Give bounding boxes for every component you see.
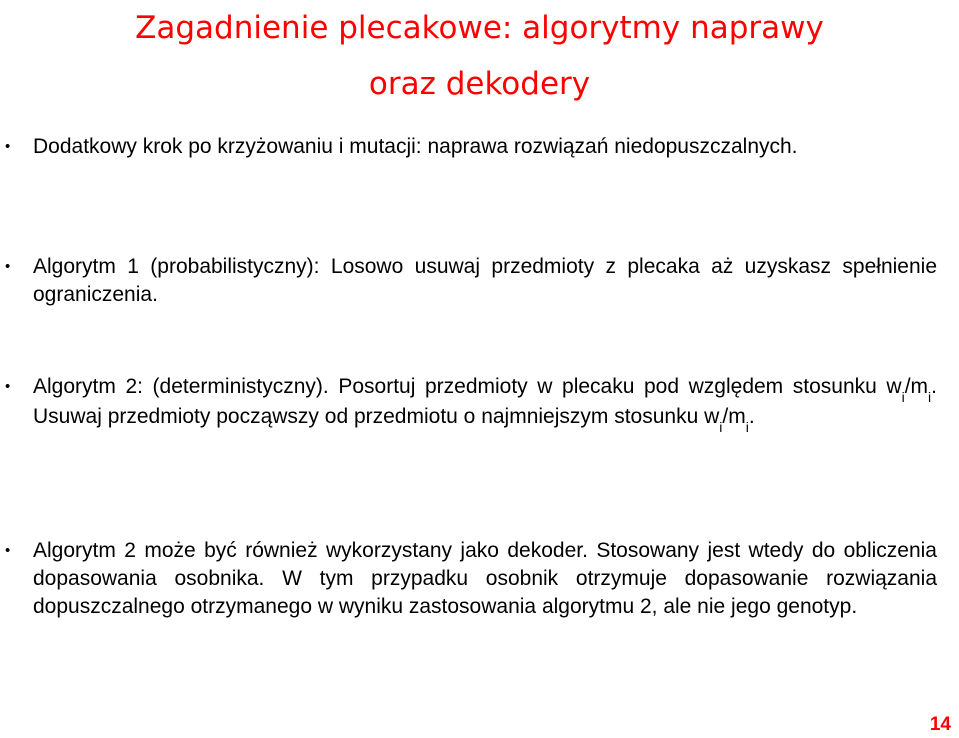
text-fragment: /m [722,405,746,428]
bullet-text: • Dodatkowy krok po krzyżowaniu i mutacji: naprawa rozwiązań niedopuszczalnych. [33,135,798,158]
bullet-text: • Algorytm 2 może być również wykorzystany jako dekoder. Stosowany jest wtedy do obliczenia dopasowania osobnika. W tym przypadku osobnik otrzymuje dopasowanie rozwiązania dopuszczalnego otrzymanego w wyniku zastosowania algorytmu 2, ale nie jego genotyp. [33,539,937,618]
subscript: i [719,419,723,435]
subscript: i [745,419,749,435]
bullet-item-algorithm-2 [33,372,937,435]
slide-title-line-2: oraz dekodery [368,66,591,102]
subscript: i [901,389,905,405]
text-fragment: Algorytm 2: (deterministyczny). Posortuj przedmioty w plecaku pod względem stosunku w [33,375,902,398]
slide-title-line-1: Zagadnienie plecakowe: algorytmy naprawy [135,10,824,46]
subscript: i [928,389,932,405]
text-fragment: /m [904,375,929,398]
page-number: 14 [929,714,951,735]
bullet-item-algorithm-1 [33,253,937,309]
bullet-item-repair-step [33,133,937,161]
slide-title [0,0,959,112]
bullet-item-decoder [33,537,937,621]
bullet-text [33,372,937,435]
text-fragment: . Usuwaj przedmioty począwszy od przedmiotu o najmniejszym stosunku w [33,375,937,428]
text-fragment: . [748,405,755,428]
bullet-text: • Algorytm 1 (probabilistyczny): Losowo usuwaj przedmioty z plecaka aż uzyskasz spełnienie ograniczenia. [33,255,937,306]
